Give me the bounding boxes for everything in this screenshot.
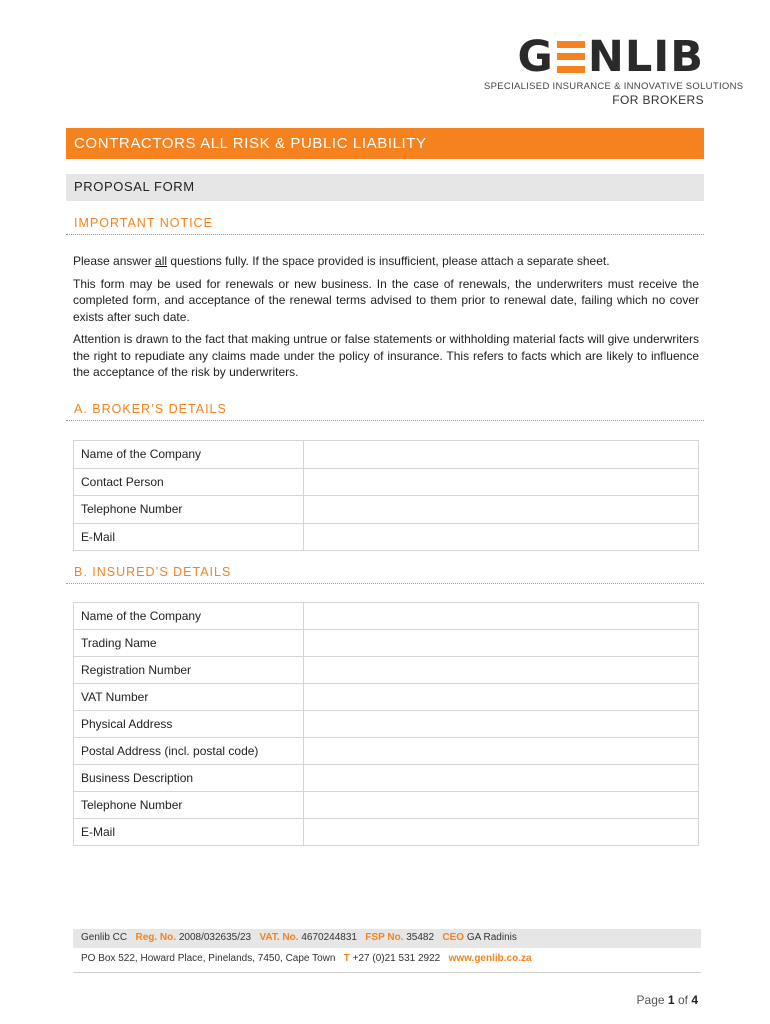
table-row — [74, 657, 699, 684]
form-title: CONTRACTORS ALL RISK & PUBLIC LIABILITY — [66, 128, 704, 159]
broker-details-heading: A. BROKER’S DETAILS — [66, 402, 704, 421]
field-label: Name of the Company — [74, 603, 304, 630]
insured-postal-address-field[interactable] — [304, 738, 699, 765]
broker-email-field[interactable] — [304, 523, 699, 551]
insured-registration-field[interactable] — [304, 657, 699, 684]
website-link[interactable]: www.genlib.co.za — [448, 953, 532, 964]
insured-business-description-field[interactable] — [304, 765, 699, 792]
field-label: Contact Person — [74, 468, 304, 496]
notice-paragraph-3: Attention is drawn to the fact that making untrue or false statements or withholding material facts will give underwriters the right to repudiate any claims made under the policy of insurance. This refers to facts which are likely to influence the acceptance of the risk by underwriters. — [73, 332, 699, 379]
field-label: Trading Name — [74, 630, 304, 657]
table-row — [74, 738, 699, 765]
insured-trading-name-field[interactable] — [304, 630, 699, 657]
page-number: Page 1 of 4 — [636, 993, 698, 1007]
field-label: E-Mail — [74, 523, 304, 551]
table-row — [74, 765, 699, 792]
field-label: Name of the Company — [74, 441, 304, 469]
notice-paragraph-1: Please answer all questions fully. If the space provided is insufficient, please attach a separate sheet. — [73, 254, 610, 268]
notice-paragraph-2: This form may be used for renewals or new business. In the case of renewals, the underwriters must receive the completed form, and acceptance of the renewal terms advised to them prior to renewal date, failing which no cover exists after such date. — [73, 276, 699, 324]
insured-physical-address-field[interactable] — [304, 711, 699, 738]
notice-heading: IMPORTANT NOTICE — [66, 216, 704, 235]
table-row — [74, 496, 699, 524]
genlib-logo — [484, 32, 744, 107]
broker-details-table — [73, 440, 699, 551]
field-label: Registration Number — [74, 657, 304, 684]
field-label: E-Mail — [74, 819, 304, 846]
insured-email-field[interactable] — [304, 819, 699, 846]
table-row — [74, 792, 699, 819]
field-label: Telephone Number — [74, 792, 304, 819]
form-subtitle: PROPOSAL FORM — [66, 174, 704, 201]
table-row — [74, 684, 699, 711]
table-row — [74, 441, 699, 469]
field-label: Postal Address (incl. postal code) — [74, 738, 304, 765]
notice-text — [73, 253, 699, 387]
insured-company-field[interactable] — [304, 603, 699, 630]
broker-contact-field[interactable] — [304, 468, 699, 496]
table-row — [74, 603, 699, 630]
broker-telephone-field[interactable] — [304, 496, 699, 524]
insured-vat-field[interactable] — [304, 684, 699, 711]
footer-divider — [73, 972, 701, 973]
broker-company-field[interactable] — [304, 441, 699, 469]
logo-subtitle: FOR BROKERS — [612, 93, 704, 107]
insured-telephone-field[interactable] — [304, 792, 699, 819]
field-label: Telephone Number — [74, 496, 304, 524]
logo-tagline: SPECIALISED INSURANCE & INNOVATIVE SOLUTIONS — [484, 81, 744, 92]
field-label: Physical Address — [74, 711, 304, 738]
logo-wordmark: G NLIB — [517, 32, 704, 82]
insured-details-heading: B. INSURED’S DETAILS — [66, 565, 704, 584]
field-label: Business Description — [74, 765, 304, 792]
footer-company-info: Genlib CC Reg. No. 2008/032635/23 VAT. No. 4670244831 FSP No. 35482 CEO GA Radinis — [73, 929, 701, 948]
table-row — [74, 711, 699, 738]
footer-contact-info: PO Box 522, Howard Place, Pinelands, 7450, Cape Town T +27 (0)21 531 2922 www.genlib.co.za — [81, 953, 532, 964]
table-row — [74, 468, 699, 496]
table-row — [74, 819, 699, 846]
table-row — [74, 523, 699, 551]
table-row — [74, 630, 699, 657]
insured-details-table — [73, 602, 699, 846]
field-label: VAT Number — [74, 684, 304, 711]
logo-e-bars — [557, 41, 585, 73]
